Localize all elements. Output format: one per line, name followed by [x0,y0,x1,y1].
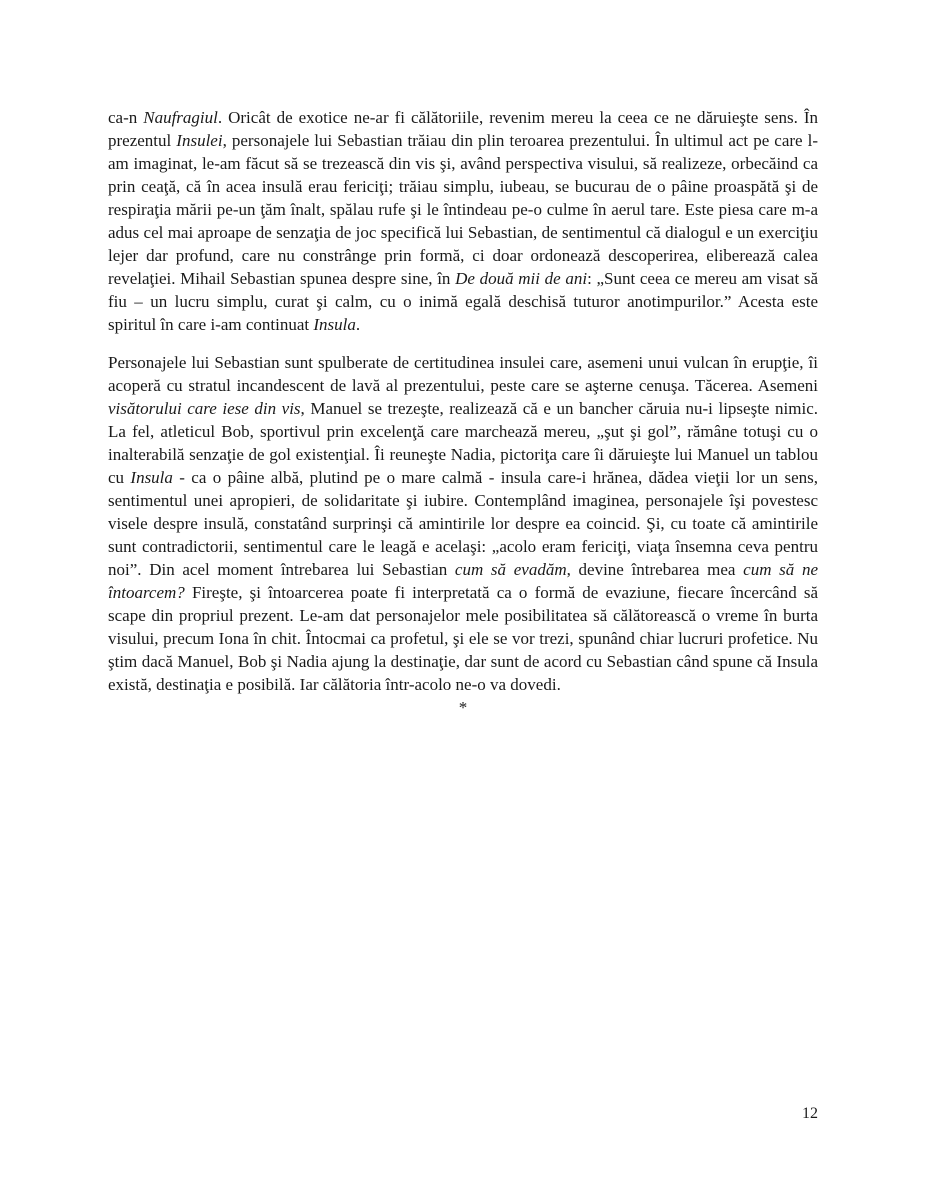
text-run: . Oricât de exotice ne-ar fi călătoriile, revenim mereu la ceea ce ne dăruieşte sens. În prezentul [108,108,818,150]
text-run: . [355,315,361,334]
italic-text-run: De două mii de ani [455,269,588,288]
section-divider: * [458,698,468,717]
italic-text-run: Naufragiul [143,108,218,127]
italic-text-run: cum să evadăm [454,560,567,579]
italic-text-run: visătorului care iese din vis [108,399,301,418]
italic-text-run: Insulei [176,131,223,150]
text-run: : „Sunt ceea ce mereu am visat să fiu – un lucru simplu, curat şi calm, cu o inimă egală deschisă tuturor anotimpurilor.” Acesta este spiritul în care i-am continuat [108,269,819,334]
italic-text-run: cum să ne întoarcem? [108,560,819,602]
text-run: - ca o pâine albă, plutind pe o mare calmă - insula care-i hrănea, dădea vieţii lor un sens, sentimentul unei apropieri, de solidaritate şi iubire. Contemplând imaginea, personajele îşi povestesc visele despre insulă, constatând surprinşi că amintirile lor despre ea coincid. Şi, cu toate că amintirile sunt contradictorii, sentimentul care le leagă e acelaşi: „acolo eram fericiţi, viaţa însemna ceva pentru noi”. Din acel moment întrebarea lui Sebastian [108,468,819,579]
text-run: , devine întrebarea mea [566,560,744,579]
text-run: , Manuel se trezeşte, realizează că e un bancher căruia nu-i lipseşte nimic. La fel, atleticul Bob, sportivul prin excelenţă care marchează mereu, „şut şi gol”, rămâne totuşi cu o inalterabilă senzaţie de gol existenţial. Îi reuneşte Nadia, pictoriţa care îi dăruieşte lui Manuel un tablou cu [108,399,818,487]
paragraph [108,106,818,336]
text-run: Personajele lui Sebastian sunt spulberate de certitudinea insulei care, asemeni unui vulcan în erupţie, îi acoperă cu stratul incandescent de lavă al prezentului, peste care se aşterne cenuşa. Tăcerea. Asemeni [108,353,818,395]
text-run: Fireşte, şi întoarcerea poate fi interpretată ca o formă de evaziune, fiecare încercând să scape din propriul prezent. Le-am dat personajelor mele posibilitatea să călătorească o vreme în burta visului, precum Iona în chit. Întocmai ca profetul, şi ele se vor trezi, spunând chiar lucruri profetice. Nu ştim dacă Manuel, Bob şi Nadia ajung la destinaţie, dar sunt de acord cu Sebastian când spune că Insula există, destinaţia e posibilă. Iar călătoria într-acolo ne-o va dovedi. [108,583,818,694]
text-run: , personajele lui Sebastian trăiau din plin teroarea prezentului. În ultimul act pe care l-am imaginat, le-am făcut să se trezească din vis şi, având perspectiva visului, să realizeze, orbecăind ca prin ceaţă, că în acea insulă erau fericiţi; trăiau simplu, iubeau, se bucurau de o pâine proaspătă şi de respiraţia mării pe-un ţăm înalt, spălau rufe şi le întindeau pe-o culme în aerul tare. Este piesa care m-a adus cel mai aproape de senzaţia de joc specifică lui Sebastian, de sentimentul că dialogul e un exerciţiu lejer dar profund, care nu constrânge prin formă, ci doar ordonează descoperirea, eliberează calea revelaţiei. Mihail Sebastian spunea despre sine, în [108,131,819,288]
paragraph [108,351,818,696]
document-body [108,106,818,719]
italic-text-run: Insula [313,315,356,334]
page-number: 12 [802,1105,818,1122]
italic-text-run: Insula [130,468,173,487]
text-run: ca-n [108,108,144,127]
